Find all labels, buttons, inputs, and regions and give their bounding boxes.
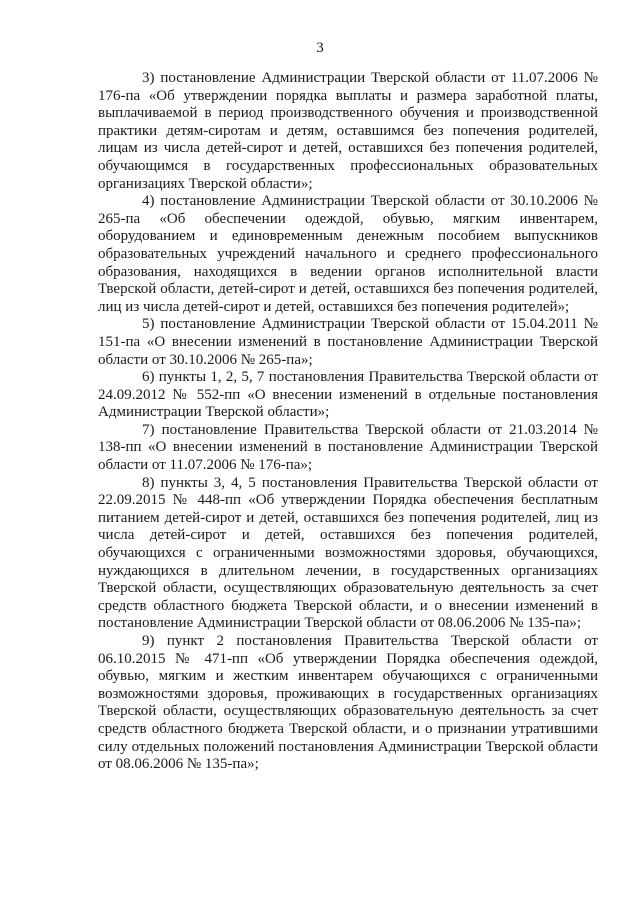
list-item-9: 9) пункт 2 постановления Правительства Тверской области от 06.10.2015 № 471-пп «Об утверждении Порядка обеспечения одеждой, обувью, мягким и жестким инвентарем обучающихся с ограниченными возможностями здоровья, проживающих в государственных организациях Тверской области, осуществляющих образовательную деятельность за счет средств областного бюджета Тверской области, и о признании утратившими силу отдельных положений постановления Администрации Тверской области от 08.06.2006 № 135-па»;: [98, 633, 598, 773]
list-item-7: 7) постановление Правительства Тверской области от 21.03.2014 № 138-пп «О внесении изменений в постановление Администрации Тверской области от 11.07.2006 № 176-па»;: [98, 421, 598, 474]
page-number: 3: [316, 40, 324, 56]
list-item-8: 8) пункты 3, 4, 5 постановления Правительства Тверской области от 22.09.2015 № 448-пп «Об утверждении Порядка обеспечения бесплатным питанием детей-сирот и детей, оставшихся без попечения родителей, лиц из числа детей-сирот и детей, оставшихся без попечения родителей, обучающихся с ограниченными возможностями здоровья, обучающихся, нуждающихся в длительном лечении, в государственных организациях Тверской области, осуществляющих образовательную деятельность за счет средств областного бюджета Тверской области, и о внесении изменений в постановление Администрации Тверской области от 08.06.2006 № 135-па»;: [98, 474, 598, 632]
list-item-4: 4) постановление Администрации Тверской области от 30.10.2006 № 265-па «Об обеспечении одеждой, обувью, мягким инвентарем, оборудованием и единовременным денежным пособием выпускников образовательных учреждений начального и среднего профессионального образования, находящихся в ведении органов исполнительной власти Тверской области, детей-сирот и детей, оставшихся без попечения родителей, лиц из числа детей-сирот и детей, оставшихся без попечения родителей»;: [98, 193, 598, 315]
list-item-3: 3) постановление Администрации Тверской области от 11.07.2006 № 176-па «Об утверждении порядка выплаты и размера заработной платы, выплачиваемой в период производственного обучения и производственной практики детям-сиротам и детям, оставшимся без попечения родителей, лицам из числа детей-сирот и детей, оставшихся без попечения родителей, обучающимся в государственных профессиональных образовательных организациях Тверской области»;: [98, 70, 598, 192]
list-item-6: 6) пункты 1, 2, 5, 7 постановления Правительства Тверской области от 24.09.2012 № 552-пп «О внесении изменений в отдельные постановления Администрации Тверской области»;: [98, 369, 598, 421]
document-body: [98, 70, 598, 774]
list-item-5: 5) постановление Администрации Тверской области от 15.04.2011 № 151-па «О внесении изменений в постановление Администрации Тверской области от 30.10.2006 № 265-па»;: [98, 316, 598, 368]
